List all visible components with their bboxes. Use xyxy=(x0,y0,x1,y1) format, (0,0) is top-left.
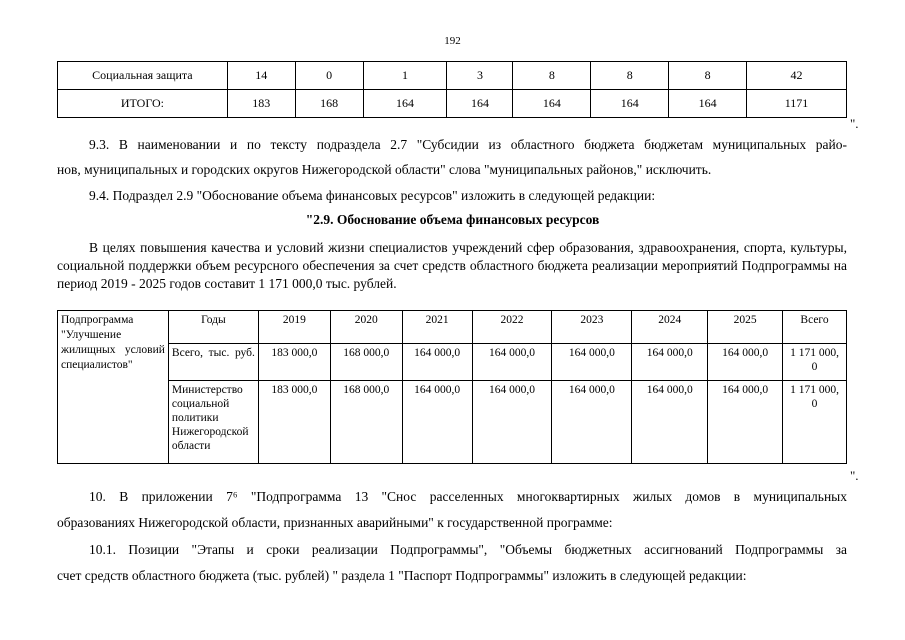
table-cell: 168 000,0 xyxy=(330,344,402,381)
table-closing-quote: ". xyxy=(850,116,859,131)
table-cell: 42 xyxy=(747,62,847,90)
header-cell: Годы xyxy=(168,311,258,344)
header-cell: 2019 xyxy=(258,311,330,344)
table-cell: 164 000,0 xyxy=(552,381,632,464)
table-header-row xyxy=(58,311,847,344)
table-row xyxy=(58,62,847,90)
table-cell: 164 000,0 xyxy=(708,381,783,464)
financing-table xyxy=(57,310,847,464)
paragraph-10-line1: 10. В приложении 7⁶ "Подпрограмма 13 "Снос расселенных многоквартирных жилых домов в муниципальных xyxy=(89,489,847,504)
table-cell: 8 xyxy=(591,62,669,90)
paragraph-9-3-line1: 9.3. В наименовании и по тексту подраздела 2.7 "Субсидии из областного бюджета бюджетам муниципальных райо- xyxy=(89,137,847,152)
header-cell: Всего xyxy=(783,311,847,344)
table-cell: 1 171 000, 0 xyxy=(783,344,847,381)
table2-closing-quote: ". xyxy=(850,468,859,483)
table-cell: 168 000,0 xyxy=(330,381,402,464)
table-row xyxy=(58,90,847,118)
header-cell: 2025 xyxy=(708,311,783,344)
table-cell: 164 xyxy=(669,90,747,118)
section-heading: "2.9. Обоснование объема финансовых ресурсов xyxy=(305,212,600,227)
paragraph-body: В целях повышения качества и условий жизни специалистов учреждений сфер образования, здравоохранения, спорта, культуры, социальной поддержки объем ресурсного обеспечения за счет средств областного бюджета реализации мероприятий Подпрограммы на период 2019 - 2025 годов составит 1 171 000,0 тыс. рублей. xyxy=(57,240,847,291)
table-cell: 164 xyxy=(591,90,669,118)
program-label: Подпрограмма "Улучшение жилищных условий специалистов" xyxy=(58,311,169,464)
table-cell: 0 xyxy=(295,62,363,90)
table-cell: 164 xyxy=(513,90,591,118)
table-cell: 183 xyxy=(227,90,295,118)
paragraph-10-1-line2: счет средств областного бюджета (тыс. рублей) " раздела 1 "Паспорт Подпрограммы" изложить в следующей редакции: xyxy=(57,568,747,583)
table-row xyxy=(58,344,847,381)
paragraph-9-4: 9.4. Подраздел 2.9 "Обоснование объема финансовых ресурсов" изложить в следующей редакции: xyxy=(89,188,656,203)
table-cell: 164 000,0 xyxy=(632,381,708,464)
row-label: Министерство социальной политики Нижегородской области xyxy=(168,381,258,464)
table-cell: 1 xyxy=(363,62,447,90)
table-cell: 1 171 000, 0 xyxy=(783,381,847,464)
table-cell: 183 000,0 xyxy=(258,381,330,464)
table-cell: 3 xyxy=(447,62,513,90)
header-cell: 2023 xyxy=(552,311,632,344)
header-cell: 2020 xyxy=(330,311,402,344)
row-label: Всего, тыс. руб. xyxy=(168,344,258,381)
table-cell: 164 000,0 xyxy=(402,381,472,464)
table-cell: 183 000,0 xyxy=(258,344,330,381)
header-cell: 2022 xyxy=(472,311,552,344)
page-number: 192 xyxy=(444,35,461,47)
table-cell: 168 xyxy=(295,90,363,118)
table-cell: 14 xyxy=(227,62,295,90)
results-table xyxy=(57,61,847,118)
table-cell: 164 000,0 xyxy=(472,381,552,464)
table-cell: 164 000,0 xyxy=(402,344,472,381)
table-cell: 164 000,0 xyxy=(708,344,783,381)
paragraph-10-1-line1: 10.1. Позиции "Этапы и сроки реализации Подпрограммы", "Объемы бюджетных ассигнований Подпрограммы за xyxy=(89,542,847,557)
table-cell: 164 000,0 xyxy=(632,344,708,381)
row-label: Социальная защита xyxy=(58,62,228,90)
row-label: ИТОГО: xyxy=(58,90,228,118)
table-cell: 8 xyxy=(513,62,591,90)
table-cell: 164 000,0 xyxy=(472,344,552,381)
table-row xyxy=(58,381,847,464)
table-cell: 8 xyxy=(669,62,747,90)
table-cell: 1171 xyxy=(747,90,847,118)
table-cell: 164 xyxy=(363,90,447,118)
table-cell: 164 000,0 xyxy=(552,344,632,381)
header-cell: 2024 xyxy=(632,311,708,344)
paragraph-10-line2: образованиях Нижегородской области, признанных аварийными" к государственной программе: xyxy=(57,515,613,530)
header-cell: 2021 xyxy=(402,311,472,344)
paragraph-9-3-line2: нов, муниципальных и городских округов Нижегородской области" слова "муниципальных районов," исключить. xyxy=(57,162,712,177)
table-cell: 164 xyxy=(447,90,513,118)
